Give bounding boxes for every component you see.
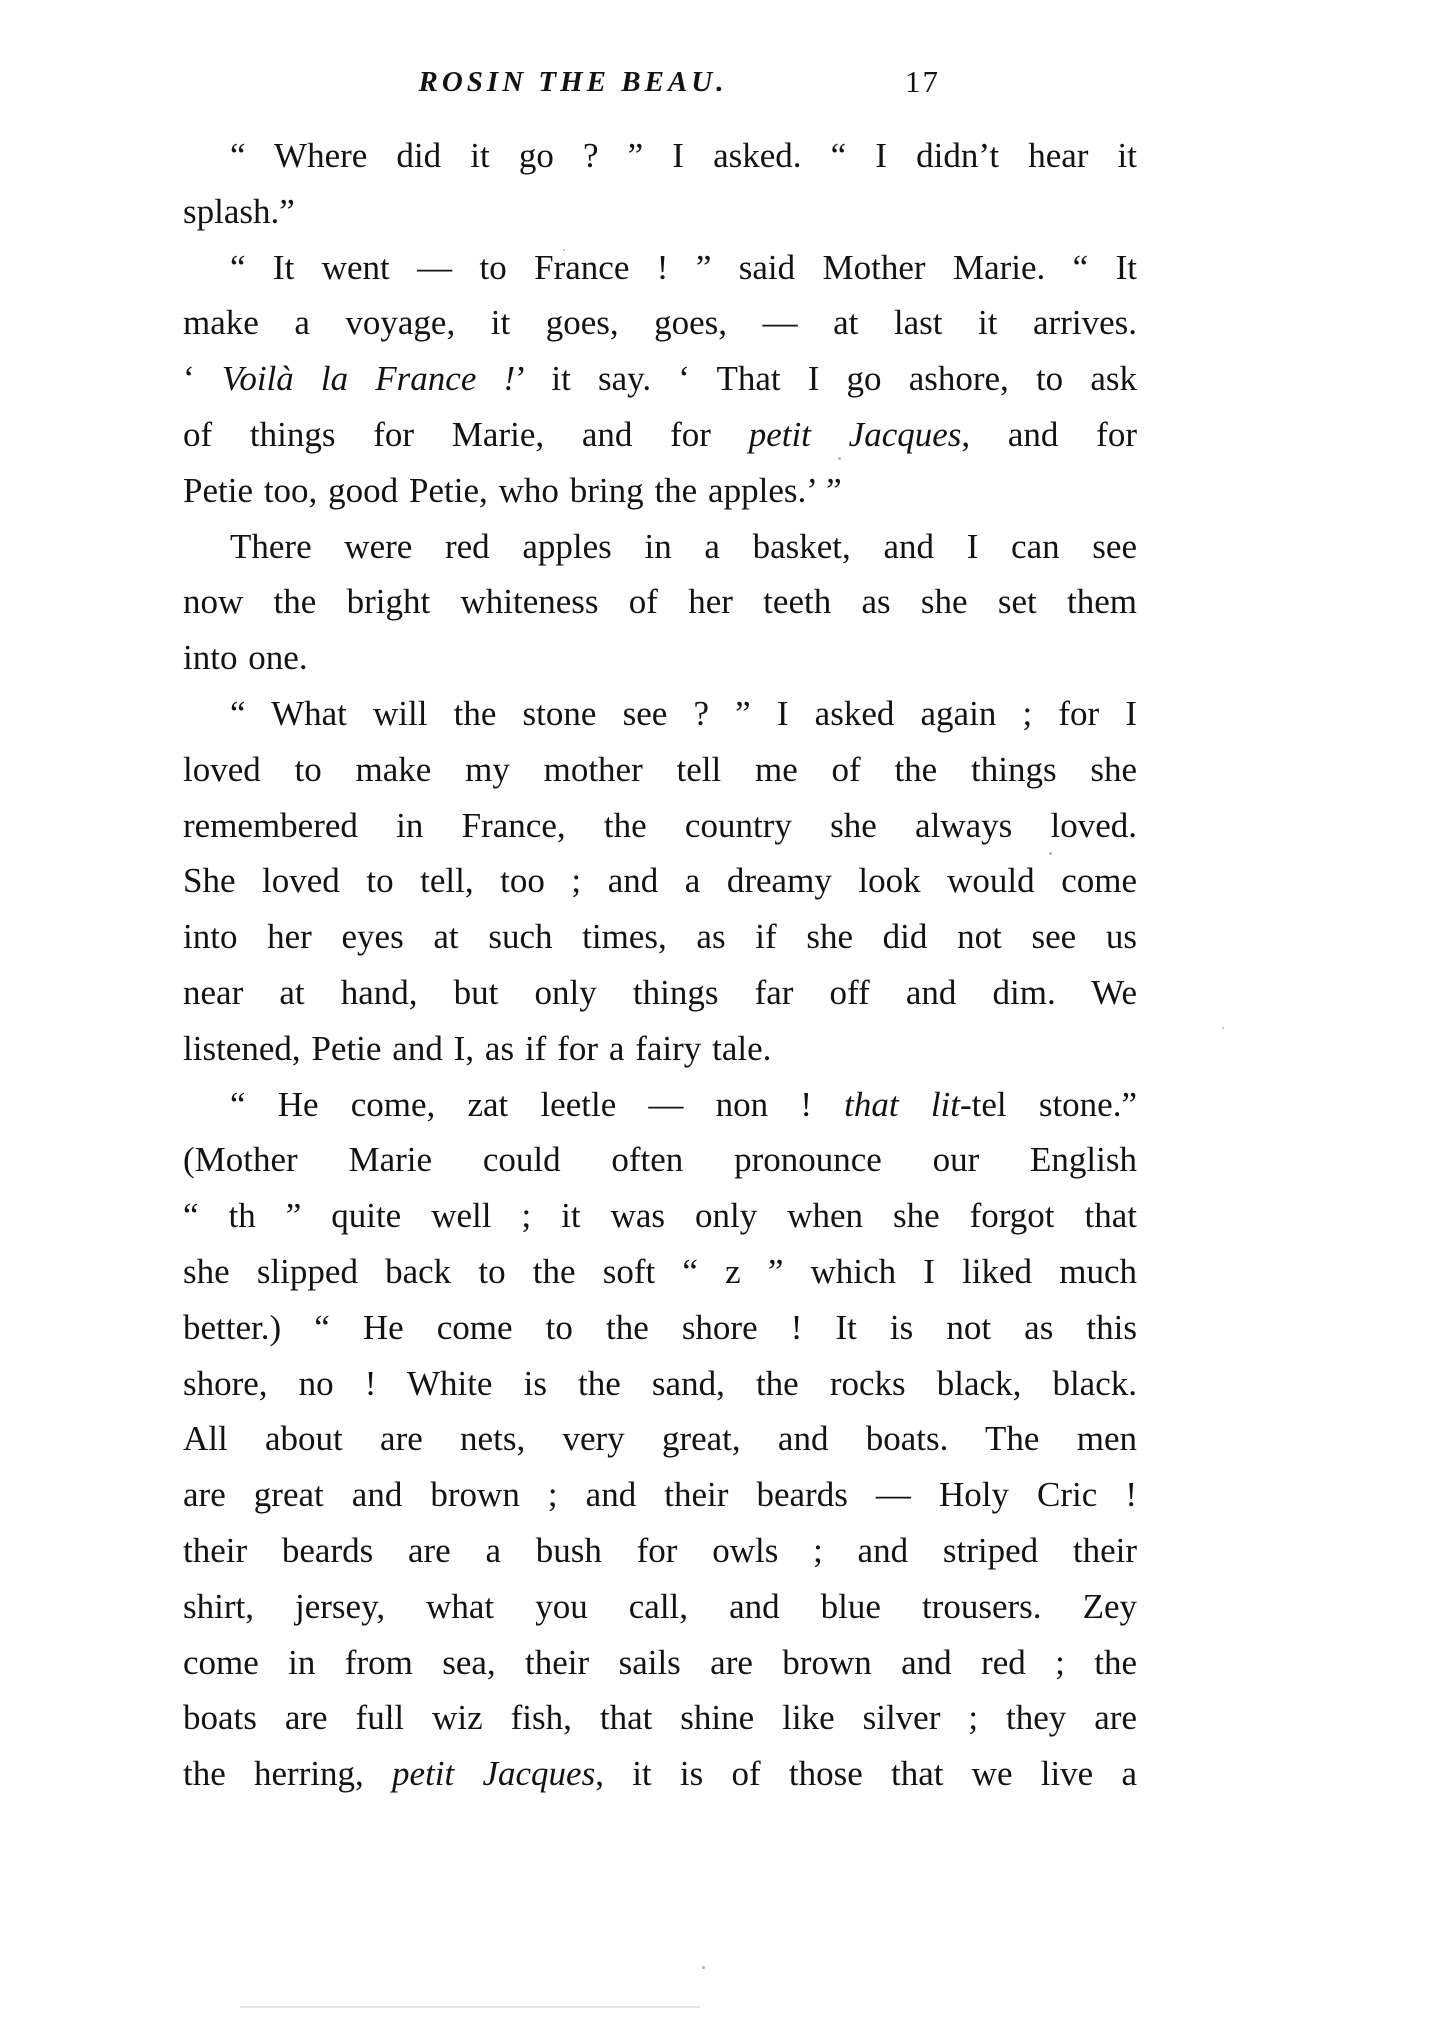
- text-segment: Petie too, good Petie, who bring the apples.’ ”: [183, 470, 842, 510]
- text-line: [183, 240, 1137, 296]
- text-segment: shore, no ! White is the sand, the rocks black, black.: [183, 1363, 1137, 1403]
- text-segment: (Mother Marie could often pronounce our English: [183, 1140, 1137, 1180]
- text-segment: “ He come, zat leetle — non !: [230, 1084, 845, 1124]
- paragraph: [183, 686, 1137, 1077]
- text-segment: boats are full wiz fish, that shine like silver ; they are: [183, 1698, 1137, 1738]
- paragraph: [183, 240, 1137, 519]
- scan-speck: [1222, 1027, 1224, 1029]
- text-line: [183, 1356, 1137, 1412]
- scan-artifact-line: [240, 2006, 700, 2008]
- text-segment: There were red apples in a basket, and I can see: [230, 526, 1137, 566]
- text-line: [183, 742, 1137, 798]
- text-line: [183, 1188, 1137, 1244]
- text-line: [183, 1300, 1137, 1356]
- text-segment: their beards are a bush for owls ; and striped their: [183, 1530, 1137, 1570]
- text-line: [183, 128, 1137, 184]
- text-line: [183, 1244, 1137, 1300]
- text-segment: -tel stone.”: [960, 1084, 1137, 1124]
- text-line: [183, 1467, 1137, 1523]
- text-segment: make a voyage, it goes, goes, — at last it arrives.: [183, 303, 1137, 343]
- text-line: [183, 965, 1137, 1021]
- text-segment: She loved to tell, too ; and a dreamy look would come: [183, 861, 1137, 901]
- text-line: [183, 407, 1137, 463]
- text-line: [183, 1411, 1137, 1467]
- text-segment: “ What will the stone see ? ” I asked again ; for I: [230, 693, 1137, 733]
- text-line: [183, 184, 1137, 240]
- text-segment: of things for Marie, and for: [183, 414, 749, 454]
- text-segment: All about are nets, very great, and boats. The men: [183, 1419, 1137, 1459]
- scan-speck: [1049, 852, 1052, 855]
- text-line: [183, 853, 1137, 909]
- text-segment: she slipped back to the soft “ z ” which I liked much: [183, 1251, 1137, 1291]
- text-line: [183, 295, 1137, 351]
- text-line: [183, 1690, 1137, 1746]
- paragraph: [183, 128, 1137, 240]
- italic-text-segment: Voilà la France !: [221, 359, 516, 399]
- text-segment: , and for: [961, 414, 1137, 454]
- paragraph: [183, 1077, 1137, 1802]
- text-segment: splash.”: [183, 191, 295, 231]
- text-segment: come in from sea, their sails are brown and red ; the: [183, 1642, 1137, 1682]
- text-segment: “ It went — to France ! ” said Mother Marie. “ It: [230, 247, 1137, 287]
- text-segment: into her eyes at such times, as if she did not see us: [183, 917, 1137, 957]
- scan-speck: [838, 457, 841, 460]
- text-segment: are great and brown ; and their beards — Holy Cric !: [183, 1475, 1137, 1515]
- text-segment: ’ it say. ‘ That I go ashore, to ask: [515, 359, 1137, 399]
- text-line: [183, 630, 1137, 686]
- text-segment: , it is of those that we live a: [595, 1754, 1137, 1794]
- paragraph: [183, 519, 1137, 686]
- text-segment: better.) “ He come to the shore ! It is not as this: [183, 1307, 1137, 1347]
- text-line: [183, 1077, 1137, 1133]
- text-line: [183, 463, 1137, 519]
- text-line: [183, 1021, 1137, 1077]
- italic-text-segment: petit Jacques: [748, 414, 962, 454]
- italic-text-segment: that lit: [844, 1084, 960, 1124]
- italic-text-segment: petit Jacques: [392, 1754, 596, 1794]
- scan-speck: [563, 249, 565, 251]
- text-line: [183, 574, 1137, 630]
- text-line: [183, 351, 1137, 407]
- text-segment: near at hand, but only things far off and dim. We: [183, 972, 1137, 1012]
- text-segment: “ th ” quite well ; it was only when she forgot that: [183, 1196, 1137, 1236]
- text-line: [183, 1579, 1137, 1635]
- scan-speck: [702, 1966, 705, 1969]
- text-segment: “ Where did it go ? ” I asked. “ I didn’t hear it: [230, 136, 1137, 175]
- text-segment: remembered in France, the country she always loved.: [183, 805, 1137, 845]
- page-number: 17: [905, 64, 940, 99]
- running-title: ROSIN THE BEAU.: [418, 66, 728, 98]
- text-line: [183, 1523, 1137, 1579]
- text-segment: shirt, jersey, what you call, and blue trousers. Zey: [183, 1586, 1137, 1626]
- scan-speck: [326, 162, 329, 165]
- page-header: [183, 58, 1137, 114]
- scan-speck: [414, 333, 417, 336]
- scan-speck: [389, 1714, 392, 1717]
- text-line: [183, 519, 1137, 575]
- scan-speck: [594, 1446, 596, 1448]
- page-text: [183, 128, 1137, 1802]
- text-line: [183, 1132, 1137, 1188]
- text-segment: loved to make my mother tell me of the things she: [183, 749, 1137, 789]
- text-line: [183, 798, 1137, 854]
- text-segment: into one.: [183, 638, 308, 678]
- text-line: [183, 686, 1137, 742]
- text-line: [183, 909, 1137, 965]
- text-line: [183, 1635, 1137, 1691]
- text-segment: the herring,: [183, 1754, 393, 1794]
- text-line: [183, 1746, 1137, 1802]
- text-segment: now the bright whiteness of her teeth as she set them: [183, 582, 1137, 622]
- text-segment: listened, Petie and I, as if for a fairy tale.: [183, 1028, 772, 1068]
- text-segment: ‘: [183, 359, 222, 399]
